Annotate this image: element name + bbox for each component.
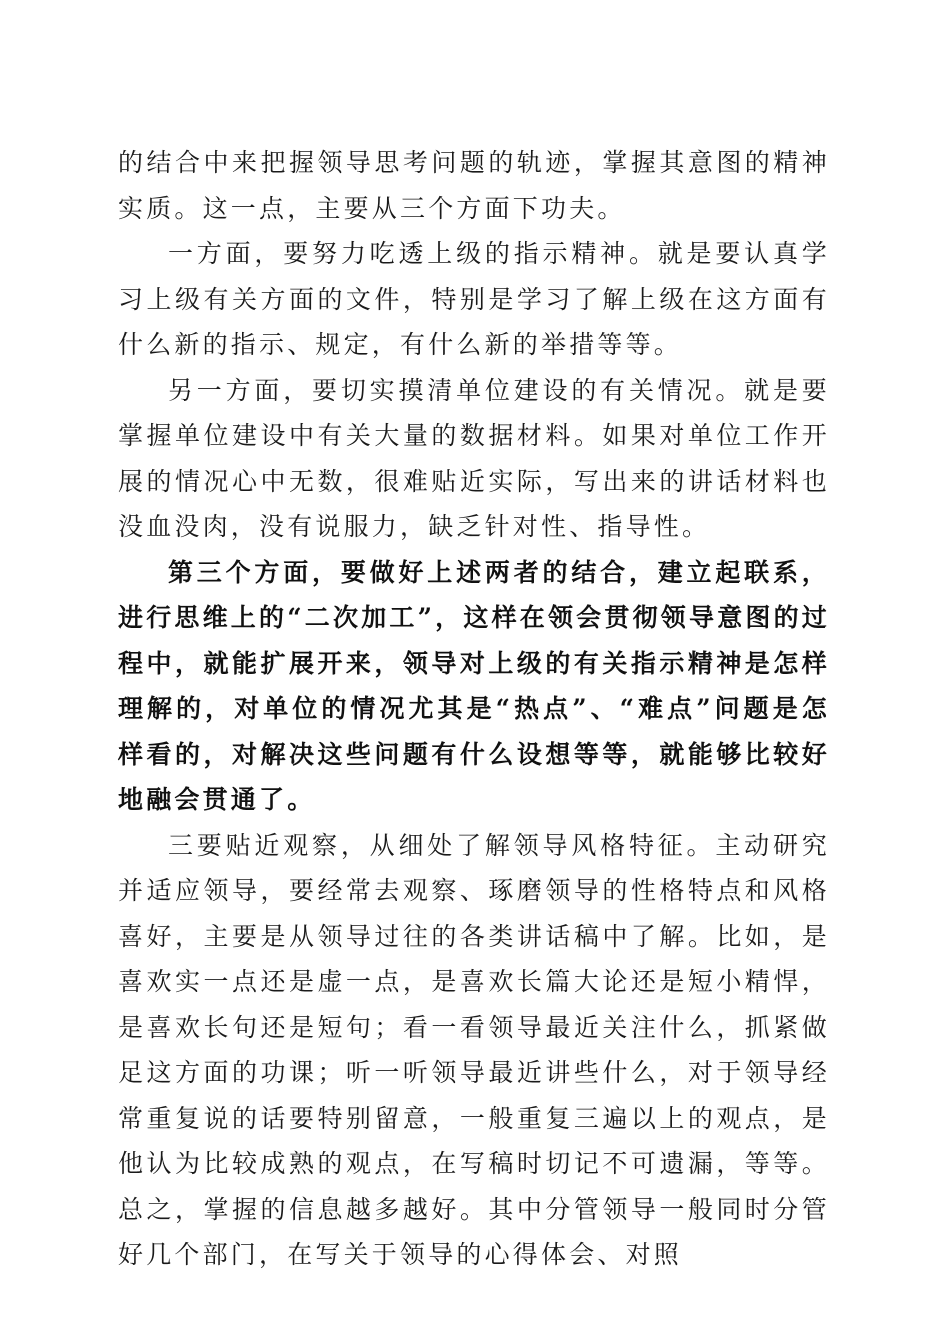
paragraph-5: 三要贴近观察，从细处了解领导风格特征。主动研究并适应领导，要经常去观察、琢磨领导的性格特点和风格喜好，主要是从领导过往的各类讲话稿中了解。比如，是喜欢实一点还是虚一点，是喜欢长篇大论还是短小精悍，是喜欢长句还是短句；看一看领导最近关注什么，抓紧做足这方面的功课；听一听领导最近讲些什么，对于领导经常重复说的话要特别留意，一般重复三遍以上的观点，是他认为比较成熟的观点，在写稿时切记不可遗漏，等等。总之，掌握的信息越多越好。其中分管领导一般同时分管好几个部门，在写关于领导的心得体会、对照	[118, 830, 830, 1269]
document-body	[118, 140, 830, 1278]
paragraph-2: 一方面，要努力吃透上级的指示精神。就是要认真学习上级有关方面的文件，特别是学习了解上级在这方面有什么新的指示、规定，有什么新的举措等等。	[118, 239, 830, 359]
paragraph-3: 另一方面，要切实摸清单位建设的有关情况。就是要掌握单位建设中有关大量的数据材料。如果对单位工作开展的情况心中无数，很难贴近实际，写出来的讲话材料也没血没肉，没有说服力，缺乏针对性、指导性。	[118, 375, 830, 541]
paragraph-4: 第三个方面，要做好上述两者的结合，建立起联系，进行思维上的“二次加工”，这样在领会贯彻领导意图的过程中，就能扩展开来，领导对上级的有关指示精神是怎样理解的，对单位的情况尤其是“热点”、“难点”问题是怎样看的，对解决这些问题有什么设想等等，就能够比较好地融会贯通了。	[118, 557, 830, 814]
paragraph-1: 的结合中来把握领导思考问题的轨迹，掌握其意图的精神实质。这一点，主要从三个方面下功夫。	[118, 148, 830, 223]
